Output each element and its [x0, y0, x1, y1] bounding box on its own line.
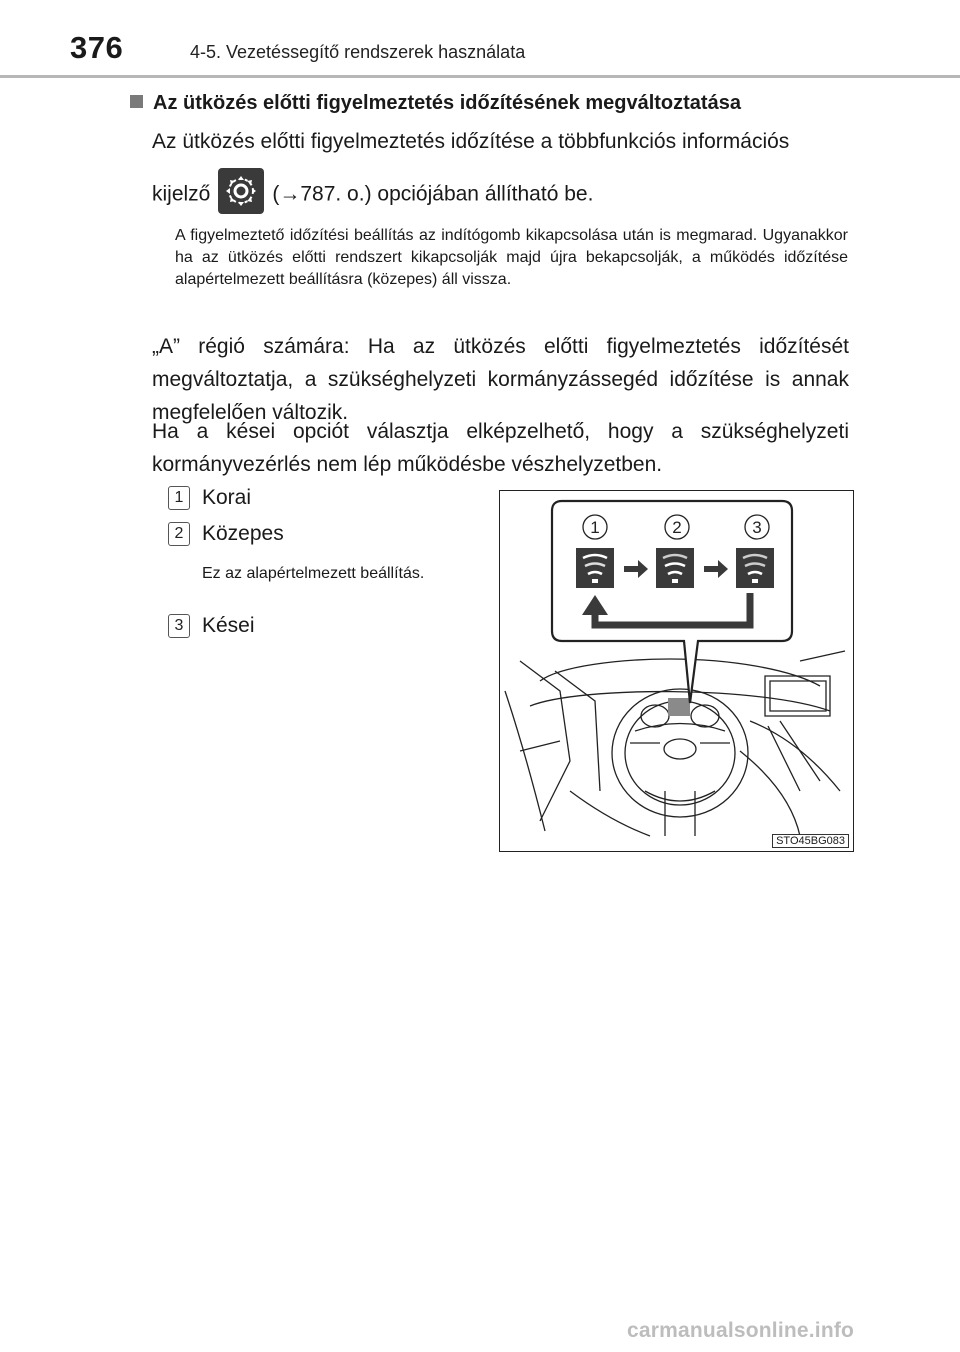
callout-number-3	[745, 515, 769, 539]
svg-text:2: 2	[672, 518, 682, 537]
option-2-label: Közepes	[202, 522, 284, 545]
intro-line-2	[152, 172, 849, 218]
callout-number-1	[583, 515, 607, 539]
heading-square-bullet-icon	[130, 95, 143, 108]
region-a-paragraph: „A” régió számára: Ha az ütközés előtti figyelmeztetés időzítését megváltoztatja, a szükséghelyzeti kormányzássegéd időzítése is annak megfelelően változik.	[152, 335, 849, 424]
option-1-badge: 1	[168, 486, 190, 510]
option-2-note: Ez az alapértelmezett beállítás.	[202, 565, 425, 582]
figure-timing-display	[499, 490, 854, 852]
highlight-area	[668, 698, 690, 716]
warning-timing-icon-early	[576, 548, 614, 588]
intro-line-1: Az ütközés előtti figyelmeztetés időzítése a többfunkciós információs	[152, 130, 790, 153]
note-paragraph: A figyelmeztető időzítési beállítás az indítógomb kikapcsolása után is megmarad. Ugyanakkor ha az ütközés előtti rendszert kikapcsolják majd újra bekapcsolják, a működés időzítése alapértelmezett beállításra (közepes) áll vissza.	[175, 227, 848, 288]
header-rule	[0, 75, 960, 78]
intro-prefix: kijelző	[152, 182, 211, 206]
section-heading-text: Az ütközés előtti figyelmeztetés időzítésének megváltoztatása	[153, 92, 741, 114]
option-1-label: Korai	[202, 486, 252, 509]
intro-paragraph	[152, 125, 849, 218]
watermark: carmanualsonline.info	[627, 1319, 855, 1342]
late-option-paragraph: Ha a kései opciót választja elképzelhető, hogy a szükséghelyzeti kormányvezérlés nem lép működésbe vészhelyzetben.	[152, 420, 849, 476]
figure-code: STO45BG083	[772, 834, 849, 848]
option-3-label: Kései	[202, 614, 255, 637]
gear-settings-icon	[218, 168, 264, 214]
callout-number-2	[665, 515, 689, 539]
chapter-title: 4-5. Vezetéssegítő rendszerek használata	[190, 42, 526, 62]
option-2-badge: 2	[168, 522, 190, 546]
section-heading	[130, 92, 850, 115]
warning-timing-icon-late	[736, 548, 774, 588]
figure-illustration	[500, 491, 853, 851]
steering-wheel-drawing	[505, 651, 845, 836]
warning-timing-icon-middle	[656, 548, 694, 588]
option-3-badge: 3	[168, 614, 190, 638]
svg-text:3: 3	[752, 518, 762, 537]
page-number: 376	[70, 30, 124, 65]
svg-text:1: 1	[590, 518, 600, 537]
intro-suffix: (→787. o.) opciójában állítható be.	[272, 182, 594, 206]
